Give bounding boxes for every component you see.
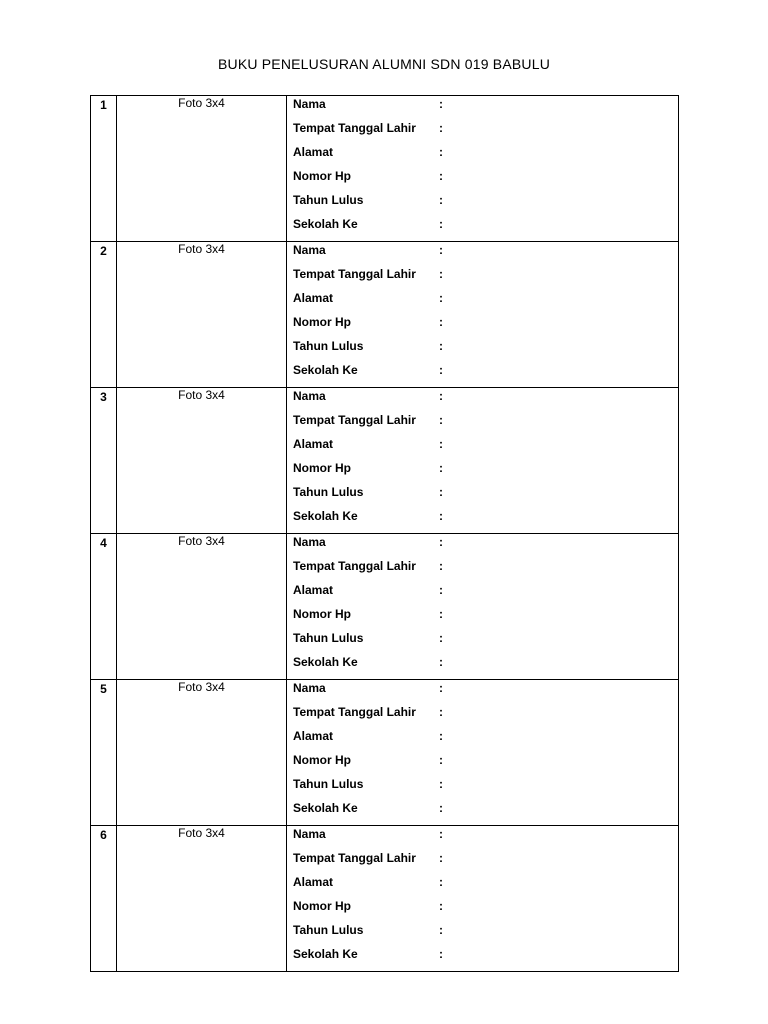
field-label: Alamat (293, 291, 334, 305)
field-label: Sekolah Ke (293, 509, 358, 523)
field-label: Tahun Lulus (293, 777, 364, 791)
field-colon: : (439, 583, 443, 597)
photo-placeholder-label: Foto 3x4 (178, 534, 225, 548)
field-label: Tahun Lulus (293, 485, 364, 499)
field-colon: : (439, 437, 443, 451)
field-row (293, 339, 678, 363)
entry-fields-cell (287, 242, 679, 388)
field-label: Alamat (293, 729, 334, 743)
field-row (293, 97, 678, 121)
field-label: Tempat Tanggal Lahir (293, 705, 416, 719)
field-colon: : (439, 753, 443, 767)
field-row (293, 923, 678, 947)
field-row (293, 583, 678, 607)
field-label: Nama (293, 97, 326, 111)
field-label: Nama (293, 243, 326, 257)
entry-number-cell (91, 388, 117, 534)
field-label: Nama (293, 827, 326, 841)
field-colon: : (439, 559, 443, 573)
entry-fields-cell (287, 680, 679, 826)
photo-placeholder-label: Foto 3x4 (178, 388, 225, 402)
field-label: Tempat Tanggal Lahir (293, 559, 416, 573)
field-colon: : (439, 827, 443, 841)
field-colon: : (439, 267, 443, 281)
field-row (293, 291, 678, 315)
field-row (293, 607, 678, 631)
field-colon: : (439, 607, 443, 621)
entry-number-cell (91, 96, 117, 242)
field-row (293, 169, 678, 193)
alumni-entry-row (91, 534, 679, 680)
field-row (293, 559, 678, 583)
field-row (293, 899, 678, 923)
field-colon: : (439, 851, 443, 865)
field-row (293, 947, 678, 971)
field-row (293, 485, 678, 509)
field-colon: : (439, 923, 443, 937)
field-colon: : (439, 363, 443, 377)
field-colon: : (439, 705, 443, 719)
field-row (293, 193, 678, 217)
photo-placeholder-cell (117, 680, 287, 826)
field-label: Tahun Lulus (293, 193, 364, 207)
field-colon: : (439, 461, 443, 475)
photo-placeholder-cell (117, 388, 287, 534)
field-label: Alamat (293, 583, 334, 597)
field-row (293, 655, 678, 679)
field-label: Alamat (293, 145, 334, 159)
alumni-entry-row (91, 826, 679, 972)
field-row (293, 145, 678, 169)
field-colon: : (439, 243, 443, 257)
field-colon: : (439, 485, 443, 499)
field-colon: : (439, 777, 443, 791)
field-row (293, 389, 678, 413)
field-colon: : (439, 535, 443, 549)
field-row (293, 509, 678, 533)
alumni-entry-row (91, 388, 679, 534)
entry-number-cell (91, 534, 117, 680)
field-label: Tahun Lulus (293, 631, 364, 645)
field-row (293, 315, 678, 339)
field-label: Nomor Hp (293, 753, 351, 767)
field-row (293, 121, 678, 145)
field-row (293, 535, 678, 559)
field-colon: : (439, 413, 443, 427)
alumni-table (90, 95, 679, 972)
field-colon: : (439, 315, 443, 329)
entry-fields-cell (287, 826, 679, 972)
field-label: Alamat (293, 875, 334, 889)
photo-placeholder-cell (117, 826, 287, 972)
field-colon: : (439, 509, 443, 523)
field-label: Sekolah Ke (293, 655, 358, 669)
field-label: Tempat Tanggal Lahir (293, 851, 416, 865)
field-row (293, 705, 678, 729)
field-row (293, 363, 678, 387)
field-colon: : (439, 169, 443, 183)
field-label: Nomor Hp (293, 315, 351, 329)
field-row (293, 243, 678, 267)
field-label: Sekolah Ke (293, 217, 358, 231)
field-row (293, 267, 678, 291)
field-colon: : (439, 291, 443, 305)
field-row (293, 851, 678, 875)
field-label: Tempat Tanggal Lahir (293, 267, 416, 281)
field-row (293, 217, 678, 241)
field-label: Nama (293, 389, 326, 403)
entry-number: 2 (100, 244, 107, 258)
field-colon: : (439, 875, 443, 889)
field-colon: : (439, 729, 443, 743)
field-label: Nomor Hp (293, 607, 351, 621)
document-title: BUKU PENELUSURAN ALUMNI SDN 019 BABULU (217, 56, 551, 72)
field-label: Alamat (293, 437, 334, 451)
entry-fields-cell (287, 534, 679, 680)
alumni-entry-row (91, 680, 679, 826)
field-label: Nomor Hp (293, 899, 351, 913)
field-row (293, 413, 678, 437)
entry-number-cell (91, 826, 117, 972)
field-label: Tahun Lulus (293, 923, 364, 937)
field-label: Nama (293, 535, 326, 549)
photo-placeholder-cell (117, 96, 287, 242)
field-colon: : (439, 631, 443, 645)
photo-placeholder-label: Foto 3x4 (178, 242, 225, 256)
field-label: Sekolah Ke (293, 363, 358, 377)
field-row (293, 875, 678, 899)
field-colon: : (439, 899, 443, 913)
field-colon: : (439, 97, 443, 111)
field-colon: : (439, 145, 443, 159)
field-label: Nomor Hp (293, 461, 351, 475)
photo-placeholder-cell (117, 534, 287, 680)
entry-number: 1 (100, 98, 107, 112)
field-label: Nomor Hp (293, 169, 351, 183)
field-row (293, 461, 678, 485)
photo-placeholder-label: Foto 3x4 (178, 680, 225, 694)
photo-placeholder-label: Foto 3x4 (178, 826, 225, 840)
field-row (293, 827, 678, 851)
field-colon: : (439, 801, 443, 815)
entry-number-cell (91, 242, 117, 388)
entry-number: 5 (100, 682, 107, 696)
photo-placeholder-label: Foto 3x4 (178, 96, 225, 110)
field-row (293, 631, 678, 655)
field-colon: : (439, 339, 443, 353)
entry-number: 4 (100, 536, 107, 550)
field-row (293, 777, 678, 801)
entry-number: 6 (100, 828, 107, 842)
alumni-entry-row (91, 96, 679, 242)
field-row (293, 801, 678, 825)
alumni-table-body (91, 96, 679, 972)
field-colon: : (439, 217, 443, 231)
photo-placeholder-cell (117, 242, 287, 388)
field-label: Sekolah Ke (293, 947, 358, 961)
field-row (293, 753, 678, 777)
field-row (293, 681, 678, 705)
field-colon: : (439, 947, 443, 961)
field-colon: : (439, 681, 443, 695)
field-label: Sekolah Ke (293, 801, 358, 815)
field-label: Tahun Lulus (293, 339, 364, 353)
entry-fields-cell (287, 388, 679, 534)
field-row (293, 437, 678, 461)
field-colon: : (439, 655, 443, 669)
field-colon: : (439, 389, 443, 403)
field-label: Tempat Tanggal Lahir (293, 121, 416, 135)
entry-number: 3 (100, 390, 107, 404)
field-label: Nama (293, 681, 326, 695)
alumni-entry-row (91, 242, 679, 388)
entry-number-cell (91, 680, 117, 826)
field-colon: : (439, 193, 443, 207)
field-row (293, 729, 678, 753)
entry-fields-cell (287, 96, 679, 242)
field-colon: : (439, 121, 443, 135)
field-label: Tempat Tanggal Lahir (293, 413, 416, 427)
